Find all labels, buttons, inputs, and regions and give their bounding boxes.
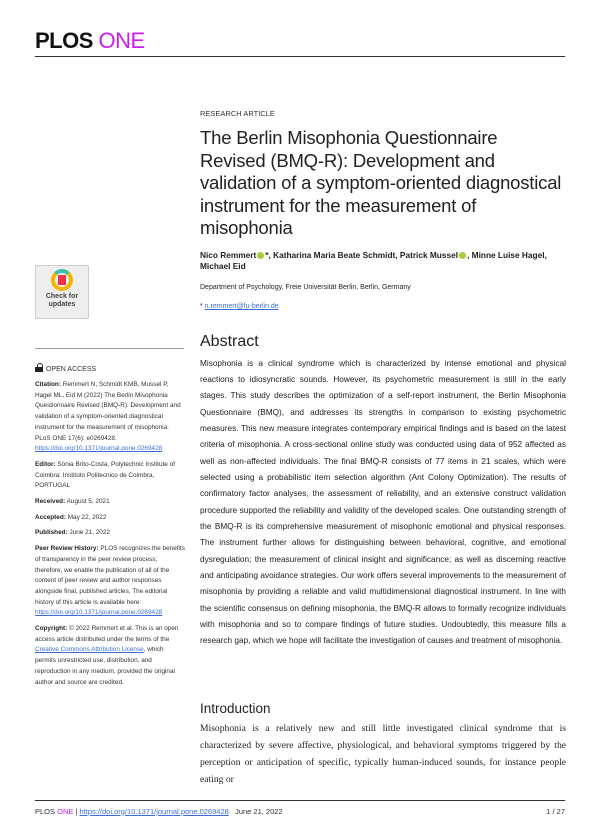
copyright-text-end: , which permits unrestricted use, distribution, and reproduction in any medium, provided the original author and source are credited. — [35, 646, 175, 686]
editor — [35, 460, 185, 492]
license-link[interactable]: Creative Commons Attribution License — [35, 646, 144, 654]
footer-row — [35, 807, 565, 817]
open-lock-icon — [35, 363, 43, 372]
email-link[interactable]: n.remmert@fu-berlin.de — [204, 302, 279, 310]
logo-plos: PLOS — [35, 28, 93, 53]
published — [35, 528, 185, 539]
editor-label: Editor: — [35, 460, 56, 468]
footer-rule — [35, 800, 565, 801]
accepted-date: May 22, 2022 — [67, 513, 107, 521]
peer-review-history — [35, 544, 185, 619]
citation — [35, 380, 185, 455]
author-name: Minne Luise Hagel — [471, 249, 545, 260]
footer-plos: PLOS — [35, 806, 56, 816]
footer-doi-link[interactable]: https://doi.org/10.1371/journal.pone.0269428 — [79, 806, 229, 816]
affiliation: Department of Psychology, Freie Universität Berlin, Berlin, Germany — [200, 283, 411, 291]
open-access-label: OPEN ACCESS — [46, 366, 97, 373]
check-for-updates-button[interactable] — [35, 265, 89, 319]
abstract-heading: Abstract — [200, 332, 259, 350]
peer-review-label: Peer Review History: — [35, 545, 99, 553]
sidebar-rule — [35, 348, 184, 349]
orcid-icon[interactable] — [459, 252, 466, 259]
editor-text: Sónia Brito-Costa, Polytechnic Institute of Coimbra: Instituto Politecnico de Coimbra, PORTUGAL — [35, 460, 175, 490]
accepted-label: Accepted: — [35, 513, 66, 521]
corresponding-email — [200, 302, 566, 312]
copyright-text: © 2022 Remmert et al. This is an open access article distributed under the terms of the — [35, 625, 179, 643]
page-number: 1 / 27 — [546, 806, 565, 816]
author-list — [200, 250, 566, 273]
received-date: August 5, 2021 — [66, 498, 110, 506]
peer-review-link[interactable]: https://doi.org/10.1371/journal.pone.0269428 — [35, 609, 163, 617]
peer-review-text: PLOS recognizes the benefits of transparency in the peer review process; therefore, we enable the publication of all of the content of peer review and author responses alongside final, published articles. The editorial history of this article is available here: — [35, 545, 185, 606]
copyright — [35, 624, 185, 688]
citation-text: Remmert N, Schmidt KMB, Mussel P, Hagel ML, Eid M (2022) The Berlin Misophonia Questionnaire Revised (BMQ-R): Development and validation of a symptom-oriented diagnostical instrument for the measurement of misophonia. PLoS ONE 17(6): e0269428. — [35, 381, 181, 442]
received-label: Received: — [35, 498, 66, 506]
citation-doi-link[interactable]: https://doi.org/10.1371/journal.pone.0269428 — [35, 445, 163, 453]
plos-one-logo — [35, 28, 565, 54]
footer-sep: | — [73, 806, 80, 816]
crossmark-icon — [51, 269, 73, 291]
footer-area — [35, 788, 565, 817]
email-asterisk: * — [200, 302, 205, 310]
page-columns — [35, 57, 565, 788]
logo-one: ONE — [98, 28, 145, 53]
article-title: The Berlin Misophonia Questionnaire Revised (BMQ-R): Development and validation of a symptom-oriented diagnostical instrument for the measurement of misophonia — [200, 127, 562, 238]
check-updates-label: Check for updates — [45, 293, 79, 308]
orcid-icon[interactable] — [257, 252, 264, 259]
citation-label: Citation: — [35, 381, 61, 388]
sidebar — [35, 265, 185, 688]
author-separator: , — [467, 249, 472, 260]
author-name: Michael Eid — [200, 261, 246, 271]
author-separator: *, — [265, 249, 274, 260]
footer-date: June 21, 2022 — [235, 806, 283, 816]
introduction-text: Misophonia is a relatively new and still little investigated clinical syndrome that is characterized by severe affective, physiological, and behavioral symptoms triggered by the perception or anticipation of specific, typically human-induced sounds, for instance people eating or — [200, 722, 566, 785]
author-separator: , — [395, 249, 400, 260]
open-access — [35, 363, 185, 375]
received — [35, 497, 185, 508]
article-type: RESEARCH ARTICLE — [200, 109, 275, 118]
copyright-label: Copyright: — [35, 625, 68, 633]
accepted — [35, 513, 185, 524]
author-name: Nico Remmert — [200, 249, 257, 260]
footer-one: ONE — [57, 806, 74, 816]
published-label: Published: — [35, 529, 68, 537]
author-name: Patrick Mussel — [399, 249, 459, 260]
author-separator: , — [544, 249, 547, 260]
introduction-heading: Introduction — [200, 700, 271, 716]
author-name: Katharina Maria Beate Schmidt — [273, 249, 396, 260]
main-column — [200, 109, 566, 788]
abstract-text: Misophonia is a clinical syndrome which is characterized by intense emotional and physical reactions to idiosyncratic sounds. However, its psychometric measurement is still in the early stages. This study describes the optimization of a self-report instrument, the Berlin Misophonia Questionnaire (BMQ), and addresses its strengths in comparison to existing psychometric measures. This new measure integrates contemporary empirical findings and is based on the latest criteria of misophonia. A cross-sectional online study was conducted using data of 952 affected as well as non-affected individuals. The final BMQ-R consists of 77 items in 21 scales, which were selected using a probabilistic item selection algorithm (Ant Colony Optimization). The results of confirmatory factor analyses, the assessment of reliability, and an extensive construct validation procedure supported the reliability and validity of the developed scales. One outstanding strength of the BMQ-R is its comprehensive measurement of misophonic emotional and physical responses. The instrument further allows for distinguishing between behavioral, cognitive, and emotional dysregulation; the measurement of clinical insight and significance; as well as discerning reactive and anticipating avoidance strategies. Our work offers several improvements to the measurement of misophonia by providing a reliable and valid multidimensional diagnostical instrument. In line with the scientific consensus on defining misophonia, the BMQ-R allows to formally recognize individuals with misophonia and so to compare findings of future studies. Undoubtedly, this measure fills a research gap, which we hope will facilitate the investigation of causes and treatment of misophonia. — [200, 358, 566, 646]
published-date: June 21, 2022 — [69, 529, 110, 537]
footer — [35, 807, 283, 817]
